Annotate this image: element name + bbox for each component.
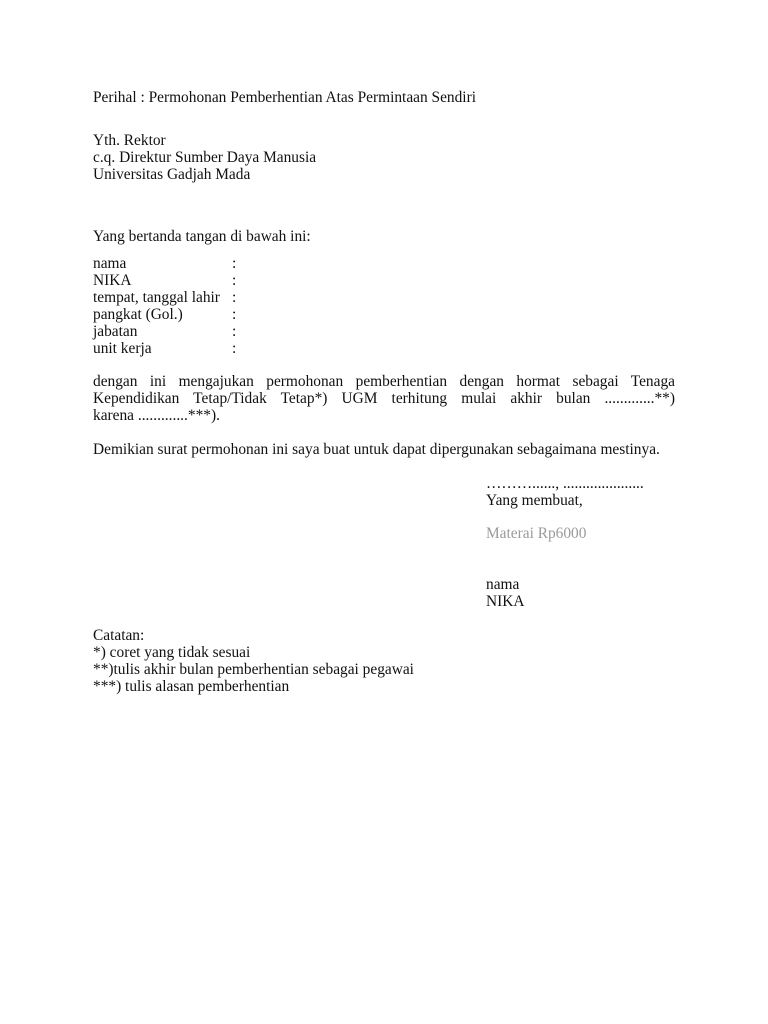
field-colon: :: [232, 340, 237, 357]
field-label: unit kerja: [93, 340, 152, 357]
field-label: nama: [93, 255, 127, 272]
field-row-rank: [93, 306, 236, 323]
notes-title: Catatan:: [93, 627, 145, 644]
recipient-line-1: Yth. Rektor: [93, 132, 166, 149]
field-label: jabatan: [93, 323, 138, 340]
field-colon: :: [232, 272, 237, 289]
identity-fields: [93, 255, 236, 357]
request-line-3: karena .............***).: [93, 407, 220, 424]
field-row-position: [93, 323, 236, 340]
signature-name: nama: [486, 576, 520, 593]
field-row-nama: [93, 255, 236, 272]
field-label: NIKA: [93, 272, 132, 289]
field-colon: :: [232, 255, 237, 272]
recipient-block: [93, 132, 316, 183]
field-colon: :: [232, 306, 237, 323]
field-colon: :: [232, 323, 237, 340]
field-row-unit: [93, 340, 236, 357]
field-row-nika: [93, 272, 236, 289]
recipient-line-3: Universitas Gadjah Mada: [93, 166, 251, 183]
intro-line: Yang bertanda tangan di bawah ini:: [93, 228, 311, 245]
stamp-duty-label: Materai Rp6000: [486, 525, 587, 542]
request-paragraph: [93, 373, 675, 424]
notes-block: [93, 627, 414, 695]
field-colon: :: [232, 289, 237, 306]
subject-line: Perihal : Permohonan Pemberhentian Atas Permintaan Sendiri: [93, 89, 476, 106]
closing-line: Demikian surat permohonan ini saya buat untuk dapat dipergunakan sebagaimana mestinya.: [93, 441, 660, 458]
signature-place-date: ………......, .....................: [486, 475, 644, 492]
note-item: ***) tulis alasan pemberhentian: [93, 678, 290, 695]
signature-maker: Yang membuat,: [486, 492, 583, 509]
field-label: tempat, tanggal lahir: [93, 289, 220, 306]
field-row-birth: [93, 289, 236, 306]
signature-id: NIKA: [486, 593, 525, 610]
note-item: **)tulis akhir bulan pemberhentian sebagai pegawai: [93, 661, 414, 678]
field-label: pangkat (Gol.): [93, 306, 183, 323]
note-item: *) coret yang tidak sesuai: [93, 644, 251, 661]
recipient-line-2: c.q. Direktur Sumber Daya Manusia: [93, 149, 317, 166]
request-line-1: dengan ini mengajukan permohonan pemberhentian dengan hormat sebagai Tenaga: [93, 373, 675, 390]
request-line-2: Kependidikan Tetap/Tidak Tetap*) UGM terhitung mulai akhir bulan .............**): [93, 390, 675, 407]
